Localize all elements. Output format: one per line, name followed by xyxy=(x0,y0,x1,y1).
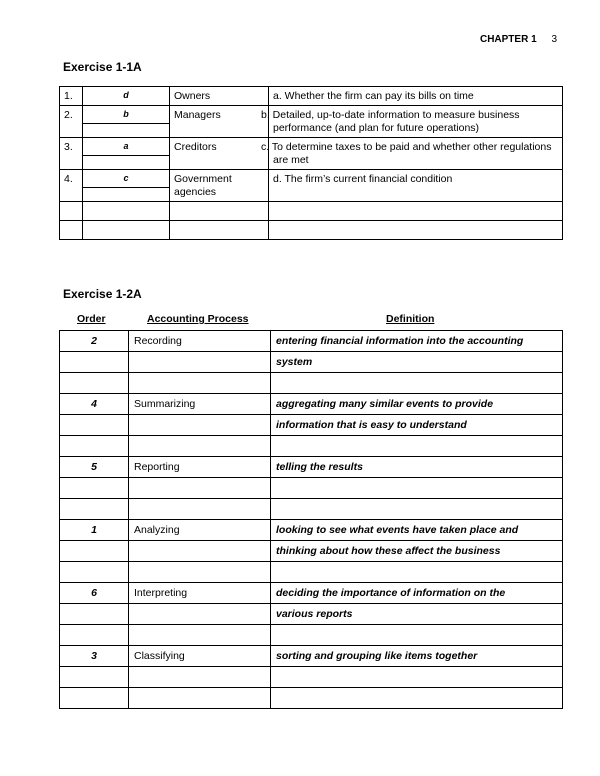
empty-cell xyxy=(60,541,129,562)
table-row xyxy=(60,562,563,583)
exercise-1-1a-table xyxy=(59,86,563,240)
answer-cell xyxy=(83,87,170,106)
empty-cell xyxy=(60,604,129,625)
empty-cell xyxy=(60,221,83,240)
empty-cell xyxy=(60,202,83,221)
table-row xyxy=(60,604,563,625)
definition-column-header: Definition xyxy=(386,313,435,325)
empty-cell xyxy=(269,202,563,221)
empty-cell xyxy=(269,221,563,240)
empty-cell xyxy=(60,415,129,436)
empty-cell xyxy=(60,478,129,499)
table-row xyxy=(60,373,563,394)
answer-value: a xyxy=(83,138,169,156)
term-cell: Managers xyxy=(170,106,269,138)
empty-cell xyxy=(129,478,271,499)
option-cell: a. Whether the firm can pay its bills on time xyxy=(269,87,563,106)
empty-cell xyxy=(129,625,271,646)
exercise-1-2a-table xyxy=(59,330,563,709)
page-number: 3 xyxy=(551,34,557,45)
page-header xyxy=(480,34,557,45)
empty-cell xyxy=(60,688,129,709)
empty-cell xyxy=(60,667,129,688)
empty-cell xyxy=(170,202,269,221)
process-cell: Summarizing xyxy=(129,394,271,415)
definition-cell xyxy=(271,667,563,688)
empty-cell xyxy=(60,352,129,373)
table-row xyxy=(60,499,563,520)
order-cell: 4 xyxy=(60,394,129,415)
table-row xyxy=(60,583,563,604)
empty-cell xyxy=(60,562,129,583)
definition-cell: thinking about how these affect the business xyxy=(271,541,563,562)
answer-value: b xyxy=(83,106,169,124)
definition-cell: aggregating many similar events to provide xyxy=(271,394,563,415)
empty-cell xyxy=(129,604,271,625)
chapter-label: CHAPTER 1 xyxy=(479,34,537,45)
definition-cell: various reports xyxy=(271,604,563,625)
option-cell: c. To determine taxes to be paid and whether other regulations are met xyxy=(269,138,563,170)
process-cell: Interpreting xyxy=(129,583,271,604)
table-row xyxy=(60,541,563,562)
definition-cell: sorting and grouping like items together xyxy=(271,646,563,667)
answer-value: c xyxy=(83,170,169,188)
order-cell: 1 xyxy=(60,520,129,541)
definition-cell: information that is easy to understand xyxy=(271,415,563,436)
empty-cell xyxy=(271,499,563,520)
empty-cell xyxy=(170,221,269,240)
answer-cell xyxy=(83,138,170,170)
row-number: 3. xyxy=(60,138,83,170)
empty-cell xyxy=(60,373,129,394)
exercise-1-1a-title: Exercise 1-1A xyxy=(63,60,142,74)
table-row xyxy=(60,478,563,499)
empty-cell xyxy=(129,415,271,436)
table-row xyxy=(60,646,563,667)
definition-cell: telling the results xyxy=(271,457,563,478)
definition-cell: looking to see what events have taken place and xyxy=(271,520,563,541)
table-row xyxy=(60,667,563,688)
table-row xyxy=(60,221,563,240)
empty-cell xyxy=(271,373,563,394)
term-cell: Creditors xyxy=(170,138,269,170)
table-row xyxy=(60,394,563,415)
process-cell: Classifying xyxy=(129,646,271,667)
empty-cell xyxy=(129,436,271,457)
answer-cell xyxy=(83,106,170,138)
table-row xyxy=(60,202,563,221)
answer-value: d xyxy=(123,90,129,100)
exercise-1-2a-title: Exercise 1-2A xyxy=(63,287,142,301)
empty-cell xyxy=(129,562,271,583)
empty-cell xyxy=(83,221,170,240)
table-row xyxy=(60,415,563,436)
row-number: 4. xyxy=(60,170,83,202)
empty-cell xyxy=(129,499,271,520)
process-cell: Analyzing xyxy=(129,520,271,541)
empty-cell xyxy=(129,688,271,709)
definition-cell: system xyxy=(271,352,563,373)
empty-cell xyxy=(60,499,129,520)
table-row xyxy=(60,170,563,202)
empty-cell xyxy=(271,436,563,457)
table-row xyxy=(60,138,563,170)
row-number: 1. xyxy=(60,87,83,106)
definition-cell: deciding the importance of information on the xyxy=(271,583,563,604)
order-cell: 2 xyxy=(60,331,129,352)
table-row xyxy=(60,106,563,138)
order-cell: 6 xyxy=(60,583,129,604)
table-row xyxy=(60,520,563,541)
term-cell: Owners xyxy=(170,87,269,106)
empty-cell xyxy=(271,688,563,709)
empty-cell xyxy=(271,562,563,583)
empty-cell xyxy=(129,541,271,562)
term-cell: Government agencies xyxy=(170,170,269,202)
table-row xyxy=(60,625,563,646)
table-row xyxy=(60,688,563,709)
order-column-header: Order xyxy=(77,313,106,325)
empty-cell xyxy=(60,625,129,646)
empty-cell xyxy=(129,667,271,688)
definition-cell xyxy=(271,478,563,499)
empty-cell xyxy=(83,202,170,221)
option-cell: b. Detailed, up-to-date information to measure business performance (and plan for future operations) xyxy=(269,106,563,138)
table-row xyxy=(60,352,563,373)
table-row xyxy=(60,457,563,478)
empty-cell xyxy=(60,436,129,457)
process-column-header: Accounting Process xyxy=(147,313,249,325)
row-number: 2. xyxy=(60,106,83,138)
table-row xyxy=(60,436,563,457)
table-row xyxy=(60,87,563,106)
order-cell: 5 xyxy=(60,457,129,478)
order-cell: 3 xyxy=(60,646,129,667)
empty-cell xyxy=(271,625,563,646)
answer-cell xyxy=(83,170,170,202)
empty-cell xyxy=(129,373,271,394)
definition-cell: entering financial information into the accounting xyxy=(271,331,563,352)
option-cell: d. The firm’s current financial condition xyxy=(269,170,563,202)
table-row xyxy=(60,331,563,352)
process-cell: Recording xyxy=(129,331,271,352)
process-cell: Reporting xyxy=(129,457,271,478)
empty-cell xyxy=(129,352,271,373)
